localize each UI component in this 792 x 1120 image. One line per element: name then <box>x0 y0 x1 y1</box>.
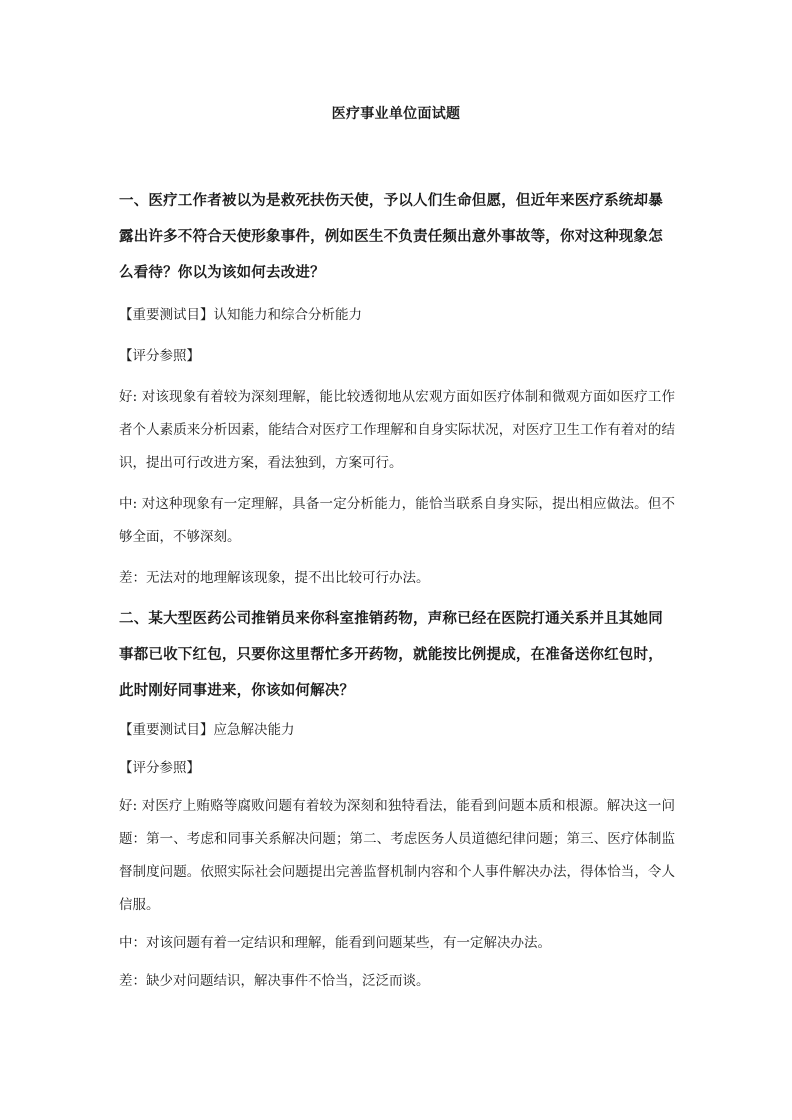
document-title: 医疗事业单位面试题 <box>331 106 461 122</box>
scoring-good: 好: 对医疗上贿赂等腐败问题有着较为深刻和独特看法，能看到问题本质和根源。解决这一问题：第一、考虑和同事关系解决问题；第二、考虑医务人员道德纪律问题；第三、医疗体制监督制度问题。依照实际社会问题提出完善监督机制内容和个人事件解决办法，得体恰当，令人信服。 <box>119 798 675 913</box>
scoring-poor: 差：无法对的地理解该现象，提不出比较可行办法。 <box>119 570 430 586</box>
scoring-reference-label: 【评分参照】 <box>119 348 200 364</box>
question-text: 一、医疗工作者被以为是救死扶伤天使，予以人们生命但愿，但近年来医疗系统却暴露出许多不符合天使形象事件，例如医生不负责任频出意外事故等，你对这种现象怎么看待？你以为该如何去改进？ <box>119 192 663 281</box>
test-focus: 【重要测试目】认知能力和综合分析能力 <box>119 307 362 323</box>
question-section-1 <box>119 183 675 595</box>
scoring-good: 好: 对该现象有着较为深刻理解，能比较透彻地从宏观方面如医疗体制和微观方面如医疗工作者个人素质来分析因素，能结合对医疗工作理解和自身实际状况，对医疗卫生工作有着对的结识，提出可行改进方案，看法独到，方案可行。 <box>119 389 675 471</box>
question-section-2 <box>119 601 675 998</box>
test-focus: 【重要测试目】应急解决能力 <box>119 722 295 738</box>
scoring-medium: 中：对该问题有着一定结识和理解，能看到问题某些，有一定解决办法。 <box>119 935 551 951</box>
scoring-medium: 中: 对这种现象有一定理解，具备一定分析能力，能恰当联系自身实际，提出相应做法。但不够全面，不够深刻。 <box>119 496 675 545</box>
scoring-poor: 差：缺少对问题结识，解决事件不恰当，泛泛而谈。 <box>119 973 430 989</box>
question-text: 二、某大型医药公司推销员来你科室推销药物，声称已经在医院打通关系并且其她同事都已收下红包，只要你这里帮忙多开药物，就能按比例提成，在准备送你红包时，此时刚好同事进来，你该如何解决？ <box>119 610 663 699</box>
scoring-reference-label: 【评分参照】 <box>119 760 200 776</box>
document-body <box>119 183 675 998</box>
